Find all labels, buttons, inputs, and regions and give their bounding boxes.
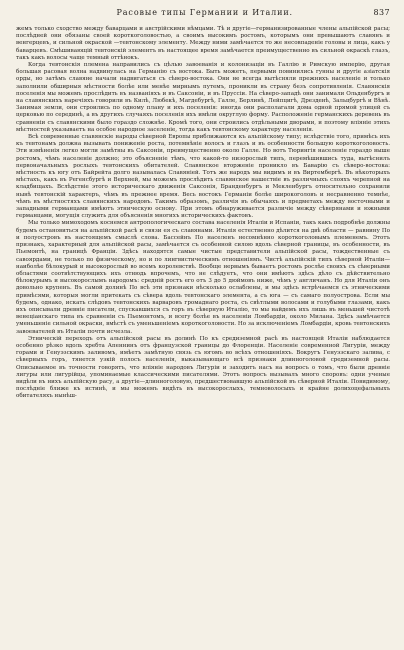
running-title: Расовые типы Германии и Италии. [116,8,294,17]
running-head [16,8,390,20]
paragraph: Когда тевтонскія племена направились съ цѣлью завоеванія и колонизаціи въ Галлію и Римскую имперію, другая большая расовая волна надвинулась на Германію съ востока. Быть можетъ, первыми повинились гунны и другіе азіатскія орды, но затѣмъ славяне начали надвигаться съ сѣверо-востока. Они не всегда вытѣсняли прежнихъ населеніе и только заполнили обширныя мѣстности болѣе или менѣе мирнымъ путемъ, проникли въ страну безъ сопротивленія. Славянскія поселенія мы можемъ прослѣдить въ названіяхъ и въ Саксоніи, и въ Пруссіи. На сѣверо-западѣ они занимали Ольденбургъ и на славянскихъ наречіяхъ говорили въ Килѣ, Любекѣ, Магдебургѣ, Галле, Берлинѣ, Лейпцигѣ, Дрезденѣ, Зальцбургѣ и Вѣнѣ. Занимая земли, они строились по одному плану и ихъ поселенія: иногда они располагали дома одной прямой улицей съ церковью по серединѣ, а въ другихъ случаяхъ поселенія ихъ имѣли округлую форму. Расположеніе германскихъ деревень въ сравненіи съ славянскими было гораздо сложнѣе. Кромѣ того, они строились отдѣльными дворами, и поэтому вліяніе этихъ мѣстностей указываетъ на особое народное заселеніе, тогда какъ тевтонскому характеру населенія. [16,62,390,133]
paragraph: жемъ только сходство между баварцами и австрійскими нѣмцами. Тѣ и другіе—германизированные члены альпійской расы; послѣдней они обязаны своей короткоголовостью, а своимъ высокимъ ростомъ, которымъ они превышаютъ славянъ и венгерцевъ, и сильной окраской —тевтонскому элементу. Между ними замѣчается то же несовпаденіе головы и лица, какъ у баварцевъ. Смѣшивающій тевтонскій элементъ въ настоящее время замѣчается преимущественно въ сильной окраскѣ глазъ, такъ какъ волосы чаще темный оттѣнокъ. [16,26,390,61]
body-text [16,26,390,401]
paragraph: Этническій переходъ отъ альпійской расы въ долинѣ По къ средиземной расѣ въ настоящей Италіи наблюдается особенно рѣзко вдоль хребта Апеннинъ отъ французской границы до Флоренціи. Населеніе современной Лигуріи, между горами и Генуэзскимъ заливомъ, имѣетъ замѣтную связь съ югомъ во всѣхъ отношеніяхъ. Вокругъ Генуэзскаго залива, с сѣверныхъ горъ, тянется узкій полосъ населенія, выказывающаго всѣ признаки длинноголовой средиземной расы. Описываемое въ точности говорятъ, что вліяніе народовъ Лигуріи и заходитъ насъ на вопросъ о томъ, что были древніе лигуры или лигурійцы, упоминаемые классическими писателями. Этотъ вопросъ вызывалъ много споровъ: одни ученые видѣли въ нихъ альпійскую расу, а другіе—длинноголовую, предшествовавшую альпійской въ сѣверной Италіи. Повидимому, послѣдніе ближе къ истинѣ, и мы можемъ видѣть въ высокорослыхъ, темноволосыхъ и крайне долихоцефальныхъ обитателяхъ нынѣш- [16,335,390,400]
paragraph: Мы только мимоходомъ коснемся антропологическаго состава населенія Италіи и Испаніи, такъ какъ подробнѣе должны будемъ остановиться на альпійской расѣ и связи ея съ славянами. Италія естественно дѣлится на двѣ области — равнину По и полуостровъ въ настоящемъ смыслѣ слова. Бассейнъ По населенъ несомнѣнно короткоголовымъ племенемъ. Этотъ признакъ, характерный для альпійской расы, замѣчается съ особенной силою вдоль сѣверной границы, въ особенности, въ Пьемонтѣ, на границѣ Франціи. Здѣсь находятся самые чистые представители альпійской расы, тождественные съ савоярдами, не только по физическому, но и по лингвистическимъ отношеніямъ. Чистѣ альпійскій типъ сѣверной Италіи—наиболѣе бѣлокурый и высокорослый во всемъ королевствѣ. Вообще нервымъ бываетъ ростомъ рослѣе своихъ съ сѣверными областями соотвѣтствующихъ ихъ отнюдь впрочемъ, что не слѣдуетъ, что они имѣютъ здѣсь дѣло съ дѣйствительно бѣлокурымъ и высокорослымъ народомъ: средній ростъ его отъ 3 до 5 дюймовъ ниже, чѣмъ у англичанъ. Но для Италіи онъ довольно крупенъ. Въ самой долинѣ По всѣ эти признаки нѣсколько ослаблены, и мы здѣсь встрѣчаемся съ этническими примѣсями, которыя могли притекать съ сѣвера вдоль тевтонскаго элемента, а съ юга — съ самаго полуострова. Если мы будемъ, однако, искать слѣдовъ тевтонскихъ варваровъ громаднаго роста, съ свѣтлыми волосами и голубыми глазами, какъ ихъ описывали древніе писатели, спускавшихся съ горъ въ сѣверную Италію, то мы найдемъ ихъ лишь въ меньшей чистотѣ венеціанскаго типа въ сравненіи съ Пьемонтомъ, и всегу болѣе въ населеніи Ломбардіи, около Милана. Здѣсь замѣчается уменьшеніе сильной окраски, вмѣстѣ съ уменьшеніемъ короткоголовости. Но за исключеніемъ Ломбардіи, кровь тевтонскихъ завоевателей въ Италіи почти исчезла. [16,220,390,335]
paragraph: Всѣ современные славянскіе народы сѣверной Европы приближаются къ альпійскому типу; вслѣдствіе того, примѣсь ихъ къ тевтонамъ должна вызывать пониженіе роста, потемнѣніе волосъ и глазъ и въ особенности большую короткоголовость. Эти измѣненія легко могли замѣтны въ Саксоніи, преимущественно около Галле. Но вотъ Тюрингія населеніе гораздо выше ростомъ, чѣмъ населеніе должно; это объясненіе тѣмъ, что какой-то низорослый типъ, перемѣшившись туда, вытѣснилъ первоначальныхъ рослыхъ тевтонскихъ обитателей. Славянское вторженіе проникло въ Баварію съ сѣверо-востока: мѣстность къ югу отъ Байрейта долго называлась Славяніей. Тотъ же народъ мы видимъ и въ Виртембергѣ. Въ нѣкоторыхъ мѣстахъ, какъ въ Регенсбургѣ и Верхней, мы можемъ прослѣдить славянское нашествіе въ различныхъ слояхъ черепной на кладбищахъ. Вслѣдствіе этого историческаго движенія Саксонія, Бранденбургъ и Мекленбургъ относительно сохранили нынѣ тевтонскій характеръ, чѣмъ въ прежнее время. Весь востокъ Германіи болѣе широкоголовъ и несравненно темнѣе, чѣмъ въ мѣстностяхъ славянскихъ народовъ. Такимъ образомъ, различія въ обычаяхъ и предметахъ между восточными и западными германцами имѣютъ этническую основу. При этомъ обнаруживается различіе между сѣверянами и южными германцами, могущія служить для объясненія многихъ историческихъ фактовъ. [16,134,390,220]
page-number: 837 [373,8,390,17]
